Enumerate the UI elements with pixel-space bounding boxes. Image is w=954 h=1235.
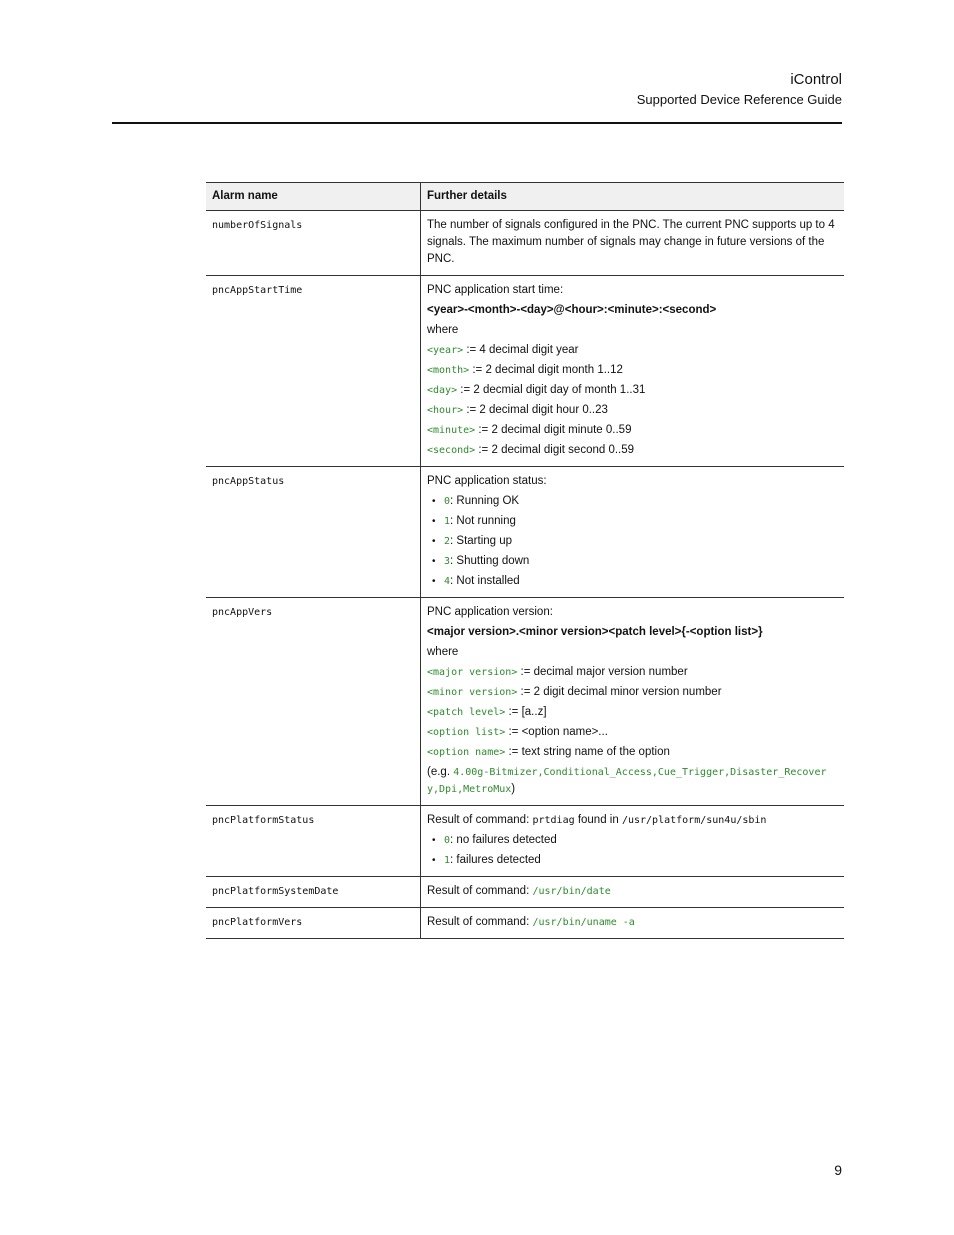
definition-line (427, 382, 838, 399)
details-intro: PNC application status: (427, 475, 547, 487)
command-code: /usr/bin/date (532, 886, 611, 897)
alarm-table (206, 182, 844, 939)
definition-desc: := 2 decimal digit month 1..12 (469, 364, 623, 376)
details-cell (421, 276, 845, 467)
alarm-name: pncPlatformSystemDate (212, 886, 339, 897)
details-cell (421, 908, 845, 939)
command-prefix: Result of command: (427, 885, 533, 897)
definition-desc: := [a..z] (505, 706, 547, 718)
table-row (206, 276, 844, 467)
list-item (427, 493, 838, 510)
command-code: prtdiag (532, 815, 575, 826)
status-desc: : Shutting down (450, 555, 530, 567)
page-number: 9 (834, 1162, 842, 1178)
definition-desc: := 4 decimal digit year (463, 344, 579, 356)
list-item (427, 513, 838, 530)
alarm-name-cell (206, 877, 421, 908)
command-prefix: Result of command: (427, 916, 533, 928)
definition-line (427, 342, 838, 359)
doc-title: iControl (790, 71, 842, 88)
definition-desc: := 2 decmial digit day of month 1..31 (457, 384, 646, 396)
definition-desc: := decimal major version number (517, 666, 688, 678)
status-code: 3 (444, 556, 451, 567)
status-code: 0 (444, 835, 451, 846)
status-desc: : failures detected (450, 854, 541, 866)
alarm-name: pncAppStartTime (212, 285, 303, 296)
example-prefix: (e.g. (427, 766, 454, 778)
example-code: 4.00g-Bitmizer,Conditional_Access,Cue_Trigger,Disaster_Recovery,Dpi,MetroMux (427, 767, 827, 795)
command-mid: found in (574, 814, 622, 826)
details-cell (421, 806, 845, 877)
list-item (427, 832, 838, 849)
command-line (427, 812, 838, 829)
table-row (206, 211, 844, 276)
status-desc: : Not installed (450, 575, 520, 587)
definition-code: <option list> (427, 727, 506, 738)
alarm-name-cell (206, 467, 421, 598)
definition-desc: := 2 decimal digit hour 0..23 (463, 404, 608, 416)
status-desc: : Starting up (450, 535, 513, 547)
definition-code: <day> (427, 385, 458, 396)
definition-line (427, 684, 838, 701)
definition-line (427, 664, 838, 681)
list-item (427, 852, 838, 869)
definition-line (427, 362, 838, 379)
details-cell (421, 598, 845, 806)
command-code: /usr/bin/uname -a (532, 917, 635, 928)
header-rule (112, 122, 842, 124)
definition-line (427, 744, 838, 761)
alarm-name: pncPlatformStatus (212, 815, 315, 826)
column-header-alarm-name: Alarm name (206, 183, 421, 211)
list-item (427, 553, 838, 570)
status-code: 1 (444, 516, 451, 527)
command-path: /usr/platform/sun4u/sbin (621, 815, 767, 826)
table-row (206, 908, 844, 939)
definition-desc: := 2 decimal digit second 0..59 (475, 444, 635, 456)
definition-code: <option name> (427, 747, 506, 758)
definition-desc: := 2 digit decimal minor version number (517, 686, 722, 698)
definition-code: <minute> (427, 425, 476, 436)
alarm-name-cell (206, 211, 421, 276)
details-intro: PNC application version: (427, 606, 553, 618)
definition-line (427, 724, 838, 741)
status-desc: : Not running (450, 515, 516, 527)
alarm-name: pncAppStatus (212, 476, 285, 487)
alarm-name-cell (206, 806, 421, 877)
table-row (206, 467, 844, 598)
definition-line (427, 704, 838, 721)
table-row (206, 598, 844, 806)
status-list (427, 493, 838, 590)
status-code: 0 (444, 496, 451, 507)
status-code: 1 (444, 855, 451, 866)
status-desc: : no failures detected (450, 834, 557, 846)
list-item (427, 573, 838, 590)
definition-desc: := 2 decimal digit minute 0..59 (475, 424, 632, 436)
alarm-name: pncPlatformVers (212, 917, 303, 928)
details-where: where (427, 646, 459, 658)
status-code: 2 (444, 536, 451, 547)
details-cell (421, 877, 845, 908)
status-code: 4 (444, 576, 451, 587)
table-header-row (206, 183, 844, 211)
definition-code: <year> (427, 345, 464, 356)
details-text: The number of signals configured in the PNC. The current PNC supports up to 4 signals. The maximum number of signals may change in future versions of the PNC. (427, 219, 835, 265)
alarm-name-cell (206, 598, 421, 806)
definition-code: <major version> (427, 667, 518, 678)
definition-code: <second> (427, 445, 476, 456)
table-row (206, 877, 844, 908)
doc-subtitle: Supported Device Reference Guide (636, 92, 842, 107)
example-line (427, 764, 838, 798)
example-suffix: ) (511, 783, 516, 795)
table-row (206, 806, 844, 877)
alarm-name: numberOfSignals (212, 220, 303, 231)
definition-code: <patch level> (427, 707, 506, 718)
details-cell (421, 211, 845, 276)
details-intro: PNC application start time: (427, 284, 564, 296)
status-list (427, 832, 838, 869)
definition-line (427, 442, 838, 459)
details-where: where (427, 324, 459, 336)
details-format: <major version>.<minor version><patch level>{-<option list>} (427, 626, 763, 638)
alarm-name: pncAppVers (212, 607, 273, 618)
list-item (427, 533, 838, 550)
details-cell (421, 467, 845, 598)
definition-code: <hour> (427, 405, 464, 416)
definition-line (427, 402, 838, 419)
column-header-further-details: Further details (421, 183, 845, 211)
alarm-name-cell (206, 908, 421, 939)
command-prefix: Result of command: (427, 814, 533, 826)
definition-desc: := text string name of the option (505, 746, 670, 758)
status-desc: : Running OK (450, 495, 520, 507)
definition-line (427, 422, 838, 439)
alarm-name-cell (206, 276, 421, 467)
definition-desc: := <option name>... (505, 726, 608, 738)
details-format: <year>-<month>-<day>@<hour>:<minute>:<second> (427, 304, 717, 316)
definition-code: <month> (427, 365, 470, 376)
definition-code: <minor version> (427, 687, 518, 698)
